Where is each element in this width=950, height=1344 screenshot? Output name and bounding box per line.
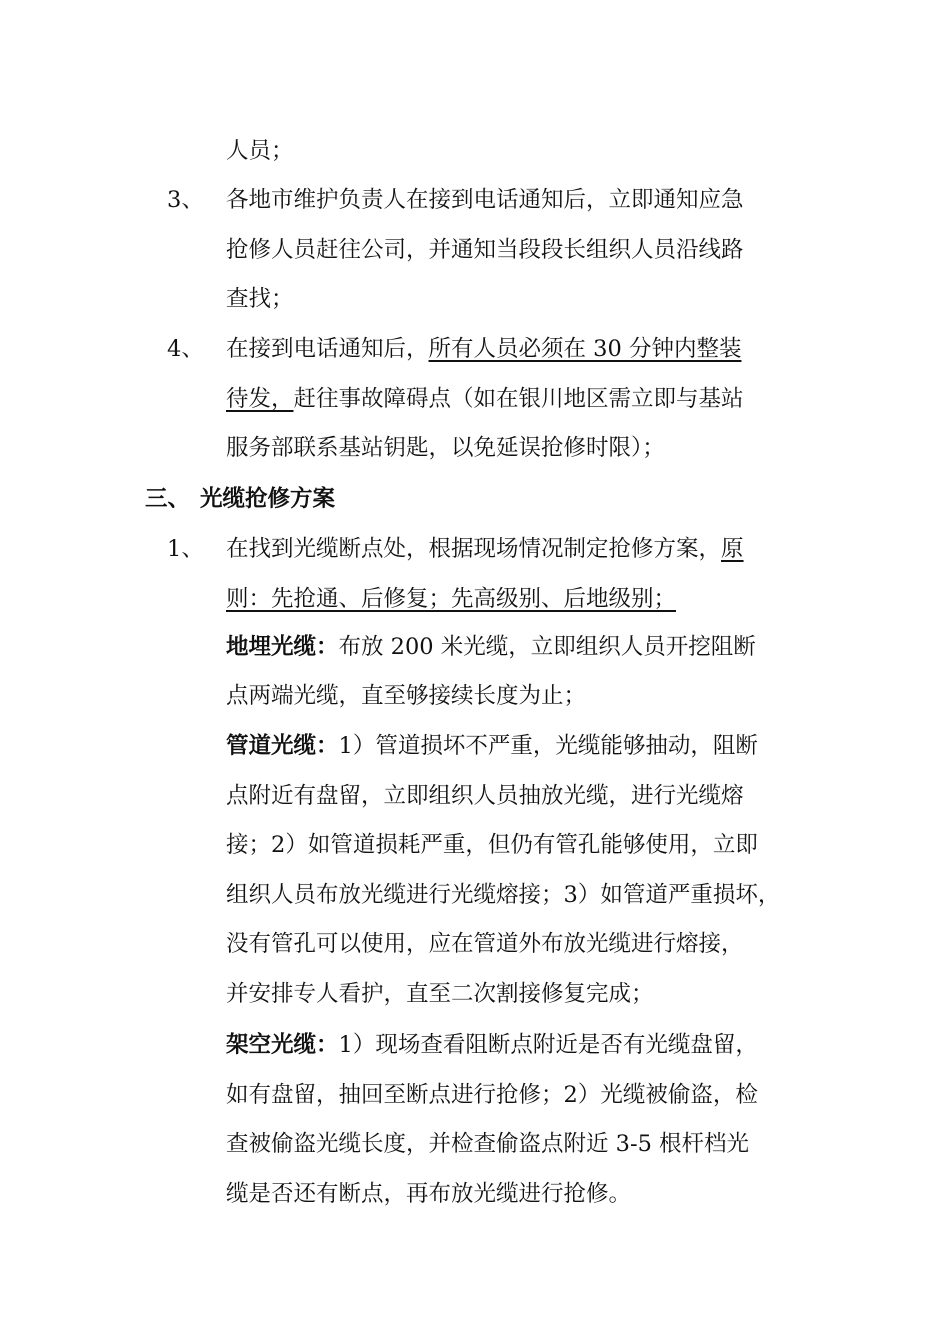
line-10 (226, 584, 676, 614)
line-text: 查被偷盗光缆长度，并检查偷盗点附近 3-5 根杆档光 (226, 1131, 750, 1157)
line-text: 组织人员布放光缆进行光缆熔接；3）如管道严重损坏， (226, 882, 781, 908)
line-14 (226, 781, 744, 811)
line-19 (226, 1030, 758, 1060)
line-13 (226, 731, 758, 761)
line-text: 接；2）如管道损耗严重，但仍有管孔能够使用，立即 (226, 832, 758, 858)
line-4 (226, 284, 294, 314)
item-number-3: 3、 (167, 187, 204, 213)
line-text: 在找到光缆断点处，根据现场情况制定抢修方案， (226, 536, 722, 562)
line-6 (226, 384, 744, 414)
line-1 (226, 136, 294, 166)
line-11 (226, 632, 756, 662)
bold-label: 架空光缆： (226, 1032, 339, 1058)
line-12 (226, 681, 586, 711)
item-number-1: 1、 (167, 536, 204, 562)
line-text: 点附近有盘留，立即组织人员抽放光缆，进行光缆熔 (226, 783, 744, 809)
underlined-text: 所有人员必须在 30 分钟内整装 (428, 336, 742, 362)
section-heading: 光缆抢修方案 (200, 486, 336, 512)
line-text: 在接到电话通知后， (226, 336, 429, 362)
line-text: 缆是否还有断点，再布放光缆进行抢修。 (226, 1181, 632, 1207)
line-2 (226, 185, 744, 215)
line-9 (226, 534, 744, 564)
line-text: 服务部联系基站钥匙，以免延误抢修时限）； (226, 435, 665, 461)
line-5 (226, 334, 741, 364)
line-7 (226, 433, 665, 463)
line-21 (226, 1129, 749, 1159)
line-text: 各地市维护负责人在接到电话通知后，立即通知应急 (226, 187, 744, 213)
line-text: 抢修人员赶往公司，并通知当段段长组织人员沿线路 (226, 237, 744, 263)
line-text: 并安排专人看护，直至二次割接修复完成； (226, 981, 654, 1007)
line-16 (226, 880, 780, 910)
bold-label: 地埋光缆： (226, 634, 339, 660)
underlined-text: 原 (721, 536, 744, 562)
line-text: 布放 200 米光缆，立即组织人员开挖阻断 (338, 634, 756, 660)
line-text: 赶往事故障碍点（如在银川地区需立即与基站 (293, 386, 744, 412)
line-text: 点两端光缆，直至够接续长度为止； (226, 683, 587, 709)
section-number: 三、 (145, 486, 191, 512)
item-number-4: 4、 (167, 336, 204, 362)
line-text: 人员； (226, 138, 294, 164)
line-22 (226, 1179, 631, 1209)
bold-label: 管道光缆： (226, 733, 339, 759)
line-18 (226, 979, 654, 1009)
line-17 (226, 929, 744, 959)
line-text: 1）管道损坏不严重，光缆能够抽动，阻断 (338, 733, 758, 759)
underlined-text: 则：先抢通、后修复；先高级别、后地级别； (226, 586, 677, 612)
underlined-text: 待发， (226, 386, 294, 412)
line-3 (226, 235, 744, 265)
line-text: 没有管孔可以使用，应在管道外布放光缆进行熔接， (226, 931, 744, 957)
line-text: 查找； (226, 286, 294, 312)
line-text: 1）现场查看阻断点附近是否有光缆盘留， (338, 1032, 758, 1058)
line-text: 如有盘留，抽回至断点进行抢修；2）光缆被偷盗，检 (226, 1082, 758, 1108)
line-20 (226, 1080, 758, 1110)
line-15 (226, 830, 758, 860)
